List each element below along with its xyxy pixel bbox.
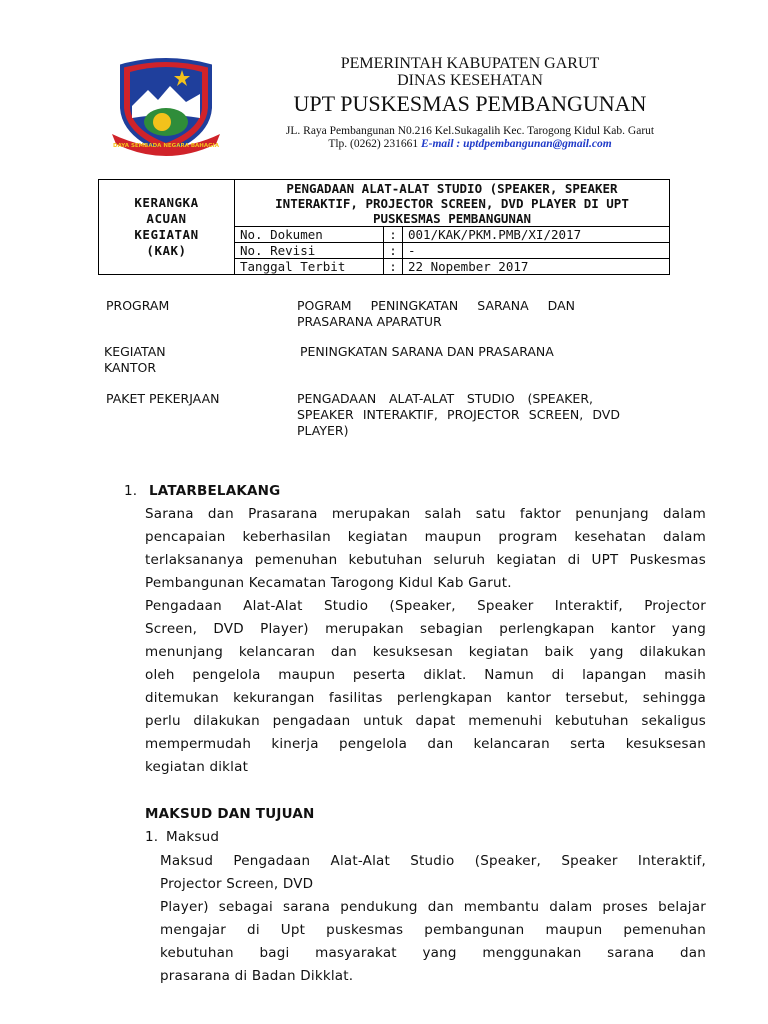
section1-number: 1.: [124, 483, 138, 499]
kak-title-line: INTERAKTIF, PROJECTOR SCREEN, DVD PLAYER DI UPT: [275, 195, 629, 211]
letterhead-contact: [240, 138, 700, 150]
para-line: terlaksananya pemenuhan kebutuhan seluruh kegiatan di UPT Puskesmas: [145, 552, 706, 568]
section1-paragraph: [145, 503, 706, 779]
para-line: kebutuhan bagi masyarakat yang menggunakan sarana dan: [160, 945, 706, 961]
letterhead-address: JL. Raya Pembangunan N0.216 Kel.Sukagalih Kec. Tarogong Kidul Kab. Garut: [285, 125, 655, 137]
letterhead-phone: Tlp. (0262) 231661: [328, 138, 419, 150]
para-line: ditemukan kekurangan fasilitas perlengkapan kantor tersebut, sehingga: [145, 690, 706, 706]
para-line: mengajar di Upt puskesmas pembangunan maupun pemenuhan: [160, 922, 706, 938]
kak-left-label: [99, 180, 235, 275]
kak-left-line: KERANGKA: [134, 195, 199, 210]
section2-heading: MAKSUD DAN TUJUAN: [145, 806, 315, 822]
kak-title-line: PENGADAAN ALAT-ALAT STUDIO (SPEAKER, SPEAKER: [286, 180, 618, 196]
para-line: Pembangunan Kecamatan Tarogong Kidul Kab Garut.: [145, 575, 512, 591]
paket-label: PAKET PEKERJAAN: [106, 391, 220, 406]
program-label: PROGRAM: [106, 298, 170, 313]
section2-paragraph: [160, 850, 706, 988]
kak-row-label: No. Revisi: [235, 243, 384, 259]
para-line: Projector Screen, DVD: [160, 876, 314, 892]
program-value-line: PRASARANA APARATUR: [297, 314, 442, 329]
section2-sub-heading: Maksud: [166, 829, 220, 845]
para-line: perlu dilakukan pengadaan untuk dapat memenuhi kebutuhan sekaligus: [145, 713, 706, 729]
kak-left-line: (KAK): [146, 243, 187, 258]
para-line: Sarana dan Prasarana merupakan salah satu faktor penunjang dalam: [145, 506, 706, 522]
letterhead-line3: UPT PUSKESMAS PEMBANGUNAN: [293, 91, 647, 116]
section2-sub-number: 1.: [145, 829, 159, 845]
kak-row-label: Tanggal Terbit: [235, 259, 384, 275]
logo-motto: DAYA SEMBADA NEGARA BAHAGIA: [113, 143, 219, 149]
para-line: Player) sebagai sarana pendukung dan membantu dalam proses belajar: [160, 899, 706, 915]
kegiatan-label: KANTOR: [104, 360, 157, 375]
kak-row-value: 001/KAK/PKM.PMB/XI/2017: [403, 227, 670, 243]
para-line: prasarana di Badan Dikklat.: [160, 968, 354, 984]
para-line: kegiatan diklat: [145, 759, 249, 775]
kak-table: [98, 179, 670, 275]
kak-left-line: KEGIATAN: [134, 227, 199, 242]
para-line: Maksud Pengadaan Alat-Alat Studio (Speaker, Speaker Interaktif,: [160, 853, 706, 869]
kak-title: [235, 180, 670, 227]
letterhead-line1: PEMERINTAH KABUPATEN GARUT: [340, 55, 600, 72]
kak-row-colon: :: [384, 227, 403, 243]
paket-value-line: PENGADAAN ALAT-ALAT STUDIO (SPEAKER,: [297, 391, 593, 406]
kak-left-line: ACUAN: [146, 211, 187, 226]
kegiatan-label: KEGIATAN: [104, 344, 166, 359]
program-value-line: POGRAM PENINGKATAN SARANA DAN: [297, 298, 575, 313]
kak-row-colon: :: [384, 259, 403, 275]
section1-heading: LATARBELAKANG: [149, 483, 281, 499]
kak-title-line: PUSKESMAS PEMBANGUNAN: [372, 210, 532, 226]
kegiatan-value: PENINGKATAN SARANA DAN PRASARANA: [300, 344, 554, 359]
para-line: pencapaian keberhasilan kegiatan maupun program kesehatan dalam: [145, 529, 706, 545]
kak-row-value: 22 Nopember 2017: [403, 259, 670, 275]
paket-value-line: PLAYER): [297, 423, 349, 438]
para-line: menunjang kelancaran dan kesuksesan kegiatan baik yang dilakukan: [145, 644, 706, 660]
garut-regency-logo: [110, 56, 222, 164]
paket-value-line: SPEAKER INTERAKTIF, PROJECTOR SCREEN, DVD: [297, 407, 620, 422]
para-line: mempermudah kinerja pengelola dan kelancaran serta kesuksesan: [145, 736, 706, 752]
kak-row-value: -: [403, 243, 670, 259]
para-line: Screen, DVD Player) merupakan sebagian perlengkapan kantor yang: [145, 621, 706, 637]
letterhead-line2: DINAS KESEHATAN: [397, 72, 543, 89]
kak-row-colon: :: [384, 243, 403, 259]
para-line: Pengadaan Alat-Alat Studio (Speaker, Speaker Interaktif, Projector: [145, 598, 706, 614]
letterhead-email: E-mail : uptdpembangunan@gmail.com: [420, 138, 612, 150]
kak-row-label: No. Dokumen: [235, 227, 384, 243]
para-line: oleh pengelola maupun peserta diklat. Namun di lapangan masih: [145, 667, 706, 683]
